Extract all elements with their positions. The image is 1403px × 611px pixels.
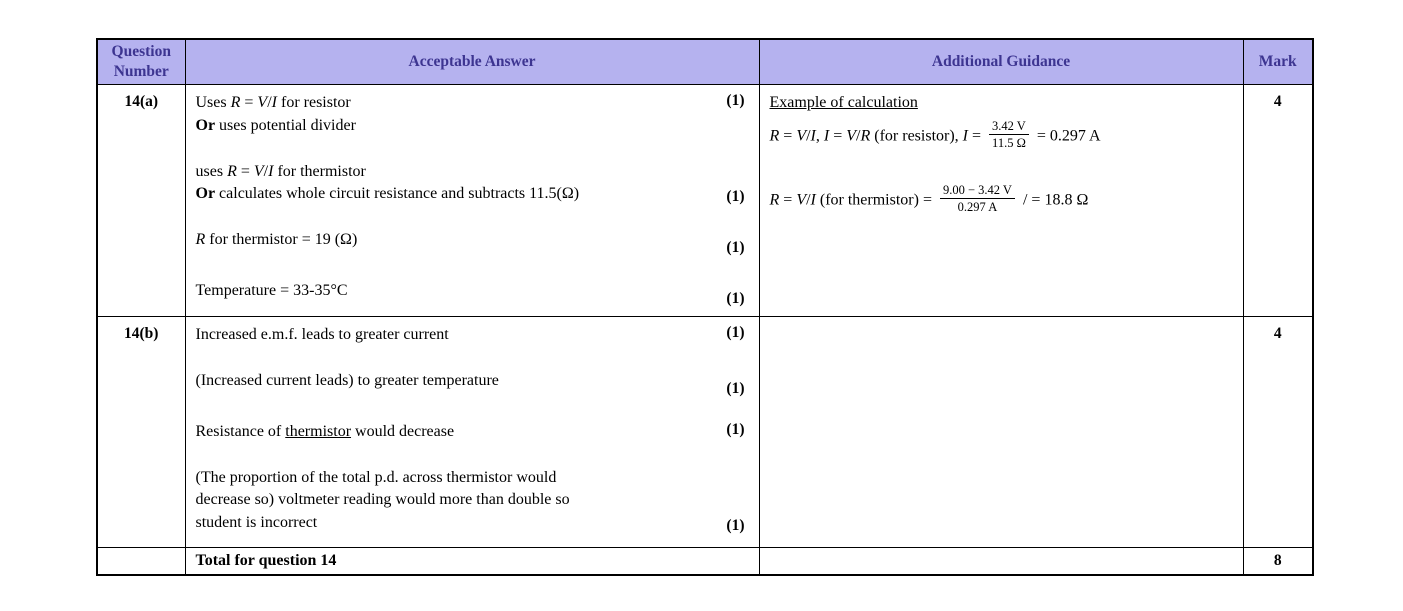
fraction-numerator: 9.00 − 3.42 V xyxy=(940,182,1015,199)
block-text xyxy=(196,467,711,535)
text-segment: / xyxy=(267,94,272,112)
block-text xyxy=(196,324,711,347)
header-mark: Mark xyxy=(1243,39,1313,85)
text-line xyxy=(196,370,711,393)
text-line xyxy=(196,115,711,138)
text-segment: student is incorrect xyxy=(195,514,318,532)
text-segment: R xyxy=(195,231,206,249)
text-segment: = xyxy=(779,190,797,208)
text-segment: R xyxy=(860,127,871,145)
text-segment: (Increased current leads) to greater temperature xyxy=(195,371,499,389)
question-number-cell xyxy=(97,548,185,576)
total-row xyxy=(97,548,1313,576)
text-segment: Or xyxy=(195,185,216,203)
text-segment: (for resistor), xyxy=(870,127,963,145)
text-line xyxy=(196,161,711,184)
text-segment: V xyxy=(253,162,264,180)
text-segment: uses potential divider xyxy=(215,117,356,134)
block-text xyxy=(770,184,1233,218)
fraction xyxy=(940,182,1015,216)
text-segment: Increased e.m.f. leads to greater current xyxy=(195,326,449,344)
text-segment: R xyxy=(230,94,241,112)
fraction-denominator: 0.297 A xyxy=(957,199,998,214)
text-segment: for thermistor = 19 (Ω) xyxy=(205,231,358,249)
header-acceptable-answer: Acceptable Answer xyxy=(185,39,759,85)
mark-point: (1) xyxy=(726,239,745,257)
text-segment: / = 18.8 Ω xyxy=(1018,190,1089,208)
guidance-cell xyxy=(759,85,1243,317)
text-segment: / xyxy=(263,162,269,180)
mark-point: (1) xyxy=(726,379,745,397)
text-segment: thermistor xyxy=(285,422,352,440)
mark-cell: 4 xyxy=(1243,317,1313,548)
text-segment: (The proportion of the total p.d. across thermistor would xyxy=(195,468,557,486)
text-segment: Resistance of xyxy=(195,422,286,440)
text-line xyxy=(770,120,1233,154)
text-segment: V xyxy=(257,94,268,112)
text-segment: I xyxy=(823,127,830,145)
answer-block xyxy=(196,421,759,444)
text-segment: (for thermistor) = xyxy=(815,190,936,208)
text-line xyxy=(196,183,711,206)
text-segment: / xyxy=(856,127,861,145)
text-segment: decrease so) voltmeter reading would more than double so xyxy=(195,491,570,509)
text-segment: R xyxy=(769,190,780,208)
fraction-denominator: 11.5 Ω xyxy=(992,136,1026,151)
text-segment: V xyxy=(796,190,807,208)
question-number-cell: 14(a) xyxy=(97,85,185,317)
text-line xyxy=(196,421,711,444)
answer-block xyxy=(196,324,759,347)
text-segment: uses xyxy=(195,162,228,180)
answer-block xyxy=(196,161,759,206)
text-segment: I xyxy=(810,127,816,145)
text-segment: = xyxy=(968,127,986,145)
header-additional-guidance: Additional Guidance xyxy=(759,39,1243,85)
text-segment: I xyxy=(271,94,277,112)
text-line xyxy=(196,92,711,115)
block-text xyxy=(196,280,711,308)
block-text xyxy=(196,370,711,398)
mark-point: (1) xyxy=(726,188,745,206)
text-segment: = xyxy=(236,162,254,180)
guidance-cell xyxy=(759,548,1243,576)
block-text xyxy=(196,229,711,257)
fraction xyxy=(989,118,1029,152)
text-line xyxy=(770,92,1233,115)
mark-cell: 4 xyxy=(1243,85,1313,317)
text-segment: I xyxy=(810,190,816,208)
text-segment: / xyxy=(806,190,811,208)
header-question-number: Question Number xyxy=(97,39,185,85)
total-label-cell: Total for question 14 xyxy=(185,548,759,576)
text-segment: Temperature = 33-35°C xyxy=(195,282,348,300)
mark-point: (1) xyxy=(726,420,745,438)
text-segment: would decrease xyxy=(351,422,455,440)
mark-point: (1) xyxy=(726,516,745,534)
answer-block xyxy=(196,370,759,398)
answer-block xyxy=(196,467,759,535)
text-segment: for thermistor xyxy=(273,162,366,180)
answer-block xyxy=(196,229,759,257)
text-segment: I xyxy=(962,127,968,145)
text-line xyxy=(770,184,1233,218)
text-line xyxy=(196,512,711,535)
text-line xyxy=(196,324,711,347)
mark-scheme-table xyxy=(96,38,1314,576)
mark-point: (1) xyxy=(726,290,745,308)
text-segment: R xyxy=(227,162,237,180)
text-segment: for resistor xyxy=(276,94,351,112)
mark-scheme-page xyxy=(96,38,1314,576)
block-text xyxy=(196,92,711,137)
question-number-cell: 14(b) xyxy=(97,317,185,548)
text-segment: = xyxy=(829,127,847,145)
text-line xyxy=(196,489,711,512)
text-segment: Example of calculation xyxy=(769,94,918,112)
text-segment: calculates whole circuit resistance and subtracts 11.5(Ω) xyxy=(215,185,580,203)
text-segment: V xyxy=(846,127,857,145)
text-segment: = 0.297 A xyxy=(1032,127,1101,145)
block-text xyxy=(770,120,1233,154)
text-segment: I xyxy=(268,162,274,180)
text-segment: = xyxy=(240,94,258,112)
answer-block xyxy=(770,120,1233,154)
answer-block xyxy=(770,92,1233,115)
answer-block xyxy=(196,280,759,308)
mark-point: (1) xyxy=(726,92,745,110)
fraction-numerator: 3.42 V xyxy=(989,118,1029,135)
text-segment: , xyxy=(815,127,824,145)
table-row xyxy=(97,85,1313,317)
text-segment: Or xyxy=(195,117,216,134)
text-segment: = xyxy=(779,127,797,145)
mark-point: (1) xyxy=(726,324,745,342)
answer-block xyxy=(770,184,1233,218)
answer-cell xyxy=(185,85,759,317)
header-row xyxy=(97,39,1313,85)
text-segment: R xyxy=(769,127,780,145)
total-mark-cell: 8 xyxy=(1243,548,1313,576)
text-line xyxy=(196,467,711,490)
answer-cell xyxy=(185,317,759,548)
block-text xyxy=(196,421,711,444)
table-body xyxy=(97,85,1313,575)
block-text xyxy=(770,92,1233,115)
text-line xyxy=(196,229,711,252)
answer-block xyxy=(196,92,759,137)
table-row xyxy=(97,317,1313,548)
text-line xyxy=(196,280,711,303)
text-segment: V xyxy=(796,127,807,145)
guidance-cell xyxy=(759,317,1243,548)
block-text xyxy=(196,161,711,206)
text-segment: Uses xyxy=(195,94,231,112)
text-segment: / xyxy=(806,127,811,145)
